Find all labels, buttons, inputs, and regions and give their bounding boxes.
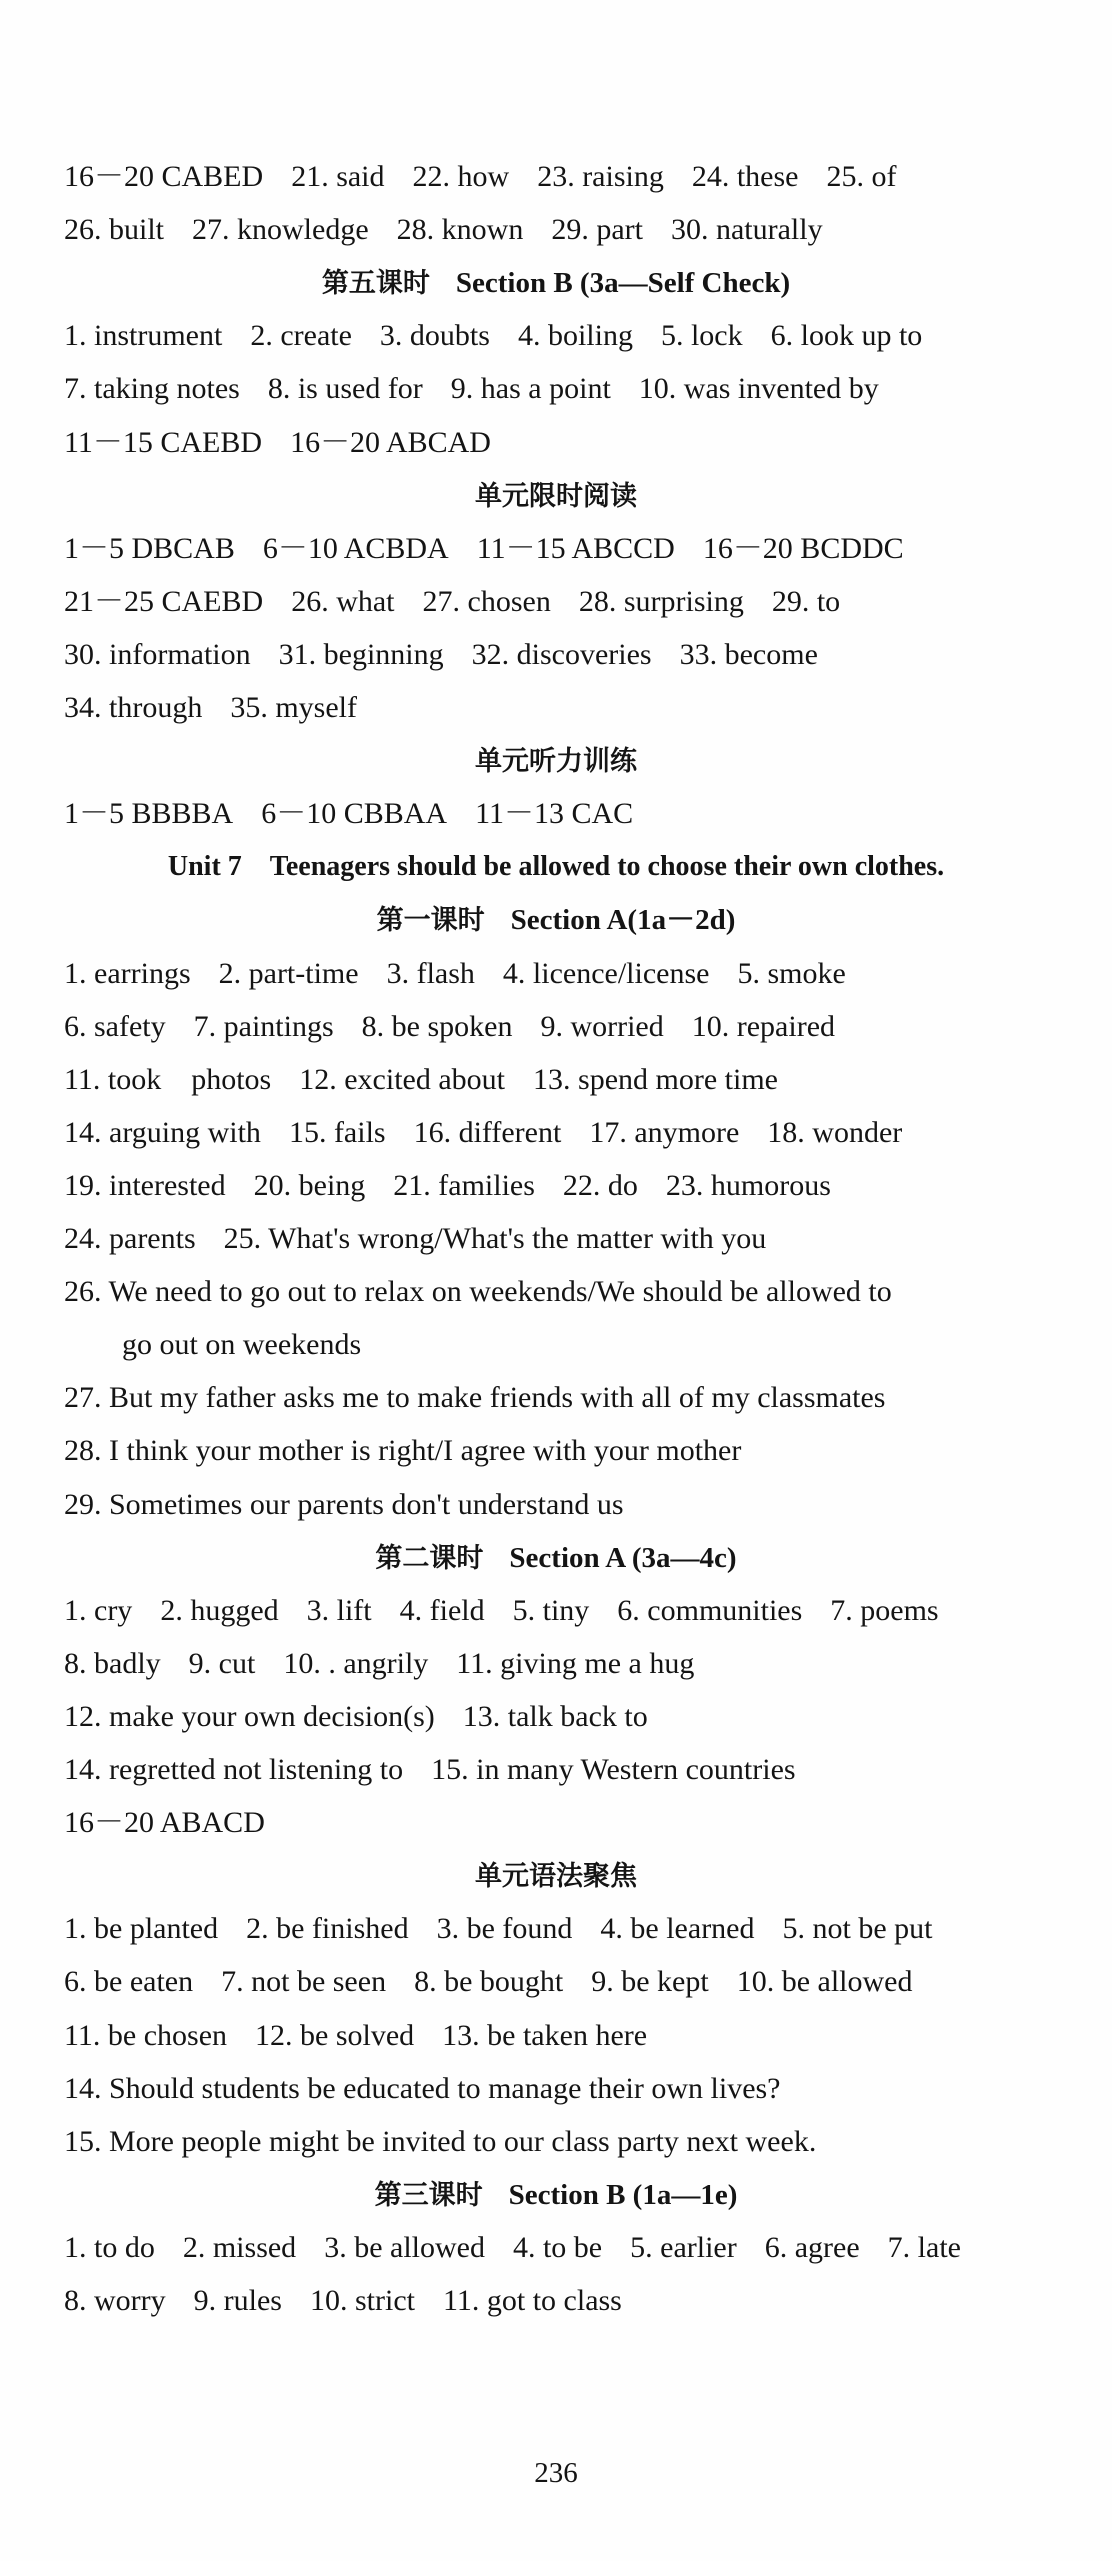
answer-item: 1. earrings bbox=[64, 956, 191, 990]
answer-line bbox=[64, 1584, 1072, 1638]
answer-item: 6. communities bbox=[617, 1593, 803, 1627]
answer-item: 2. be finished bbox=[246, 1912, 409, 1946]
answer-line bbox=[64, 1000, 1072, 1054]
answer-line bbox=[64, 1796, 1072, 1850]
answer-item: 3. be allowed bbox=[324, 2230, 485, 2264]
heading-section: Section A (3a—4c) bbox=[509, 1541, 737, 1574]
answer-item: 8. be bought bbox=[414, 1965, 564, 1999]
answer-item: 12. make your own decision(s) bbox=[64, 1699, 435, 1733]
answer-line bbox=[64, 1690, 1072, 1744]
answer-item: 9. worried bbox=[540, 1009, 664, 1043]
answer-item: 21. families bbox=[393, 1168, 535, 1202]
answer-item: 3. be found bbox=[436, 1912, 573, 1946]
answer-item: 25. What's wrong/What's the matter with you bbox=[223, 1222, 767, 1255]
answer-line bbox=[64, 2115, 1072, 2169]
answer-item: 31. beginning bbox=[278, 637, 444, 671]
answer-line bbox=[64, 2274, 1072, 2328]
answer-item: 5. not be put bbox=[782, 1912, 933, 1946]
answer-item: 2. create bbox=[250, 319, 352, 353]
heading-section: Section B (1a—1e) bbox=[508, 2178, 738, 2211]
answer-item: 24. parents bbox=[64, 1222, 196, 1255]
answer-line bbox=[64, 2009, 1072, 2063]
answer-item: 5. earlier bbox=[630, 2230, 737, 2264]
answer-item: 5. tiny bbox=[512, 1593, 590, 1627]
answer-item: 11－13 CAC bbox=[475, 797, 634, 831]
heading-section: Section B (3a—Self Check) bbox=[455, 267, 791, 300]
answer-item: 27. But my father asks me to make friends with all of my classmates bbox=[64, 1381, 886, 1415]
answer-item: 4. to be bbox=[512, 2230, 603, 2264]
answer-item: 16. different bbox=[413, 1115, 562, 1149]
answer-item: 1. instrument bbox=[64, 319, 223, 353]
answer-item: 3. doubts bbox=[379, 319, 490, 353]
answer-item: 29. Sometimes our parents don't understand us bbox=[64, 1487, 624, 1521]
answer-item: 13. be taken here bbox=[442, 2018, 648, 2052]
answer-line bbox=[64, 2221, 1072, 2275]
section-heading bbox=[0, 256, 1112, 310]
answer-item: 21. said bbox=[291, 160, 385, 193]
section-heading bbox=[0, 2168, 1112, 2222]
answer-item: 34. through bbox=[64, 691, 203, 724]
answer-item: 28. surprising bbox=[578, 584, 744, 618]
answer-item: 35. myself bbox=[230, 691, 357, 724]
answer-item: 25. of bbox=[826, 160, 897, 193]
heading-lesson: 第五课时 bbox=[321, 268, 430, 300]
answer-item: 7. paintings bbox=[193, 1009, 334, 1043]
answer-line bbox=[64, 787, 1072, 841]
answer-item: 11－15 ABCCD bbox=[476, 531, 675, 565]
answer-item: 12. be solved bbox=[255, 2018, 415, 2052]
answer-line bbox=[64, 1955, 1072, 2009]
section-heading bbox=[0, 469, 1112, 523]
answer-line bbox=[64, 1424, 1072, 1478]
answer-item: 1. to do bbox=[64, 2230, 155, 2264]
answer-item: 11－15 CAEBD bbox=[64, 425, 263, 459]
heading-lesson: 第一课时 bbox=[376, 905, 485, 937]
answer-item: 28. known bbox=[396, 213, 524, 247]
answer-item: 14. Should students be educated to manage their own lives? bbox=[64, 2071, 781, 2105]
answer-item: 26. We need to go out to relax on weekends/We should be allowed to bbox=[64, 1275, 892, 1309]
answer-item: 6－10 CBBAA bbox=[261, 797, 448, 831]
answer-item: 17. anymore bbox=[589, 1115, 740, 1149]
answer-item: 26. built bbox=[64, 213, 165, 247]
heading-lesson: 第三课时 bbox=[374, 2179, 483, 2211]
answer-item: 4. boiling bbox=[517, 319, 633, 353]
answer-item: 5. lock bbox=[660, 319, 743, 353]
section-heading bbox=[0, 893, 1112, 947]
answer-item: 23. humorous bbox=[665, 1168, 831, 1202]
answer-item: 2. missed bbox=[182, 2230, 297, 2264]
answer-item: 8. worry bbox=[64, 2284, 166, 2317]
answer-item: 22. how bbox=[412, 160, 510, 193]
answer-item: 23. raising bbox=[537, 160, 664, 193]
answer-line bbox=[64, 1265, 1072, 1319]
answer-line bbox=[122, 1318, 1072, 1372]
answer-item: 1. cry bbox=[64, 1593, 133, 1627]
answer-item: 26. what bbox=[291, 584, 395, 618]
answer-item: 19. interested bbox=[64, 1168, 226, 1202]
answer-item: 6. be eaten bbox=[64, 1965, 194, 1999]
answer-item: 7. late bbox=[887, 2230, 961, 2264]
answer-item: 1－5 BBBBA bbox=[64, 797, 234, 831]
answer-item: 9. cut bbox=[188, 1646, 256, 1680]
answer-item: 10. repaired bbox=[691, 1009, 836, 1043]
answer-line bbox=[64, 628, 1072, 682]
answer-item: 13. talk back to bbox=[462, 1699, 648, 1733]
answer-item: 5. smoke bbox=[737, 956, 846, 990]
answer-item: 6－10 ACBDA bbox=[262, 531, 449, 565]
answer-item: 27. chosen bbox=[422, 584, 551, 618]
answer-item: 18. wonder bbox=[767, 1115, 903, 1149]
answer-item: 21－25 CAEBD bbox=[64, 584, 264, 618]
answer-item: 6. agree bbox=[764, 2230, 860, 2264]
answer-item: 16－20 CABED bbox=[64, 160, 264, 193]
answer-line bbox=[64, 2062, 1072, 2116]
answer-item: 7. not be seen bbox=[221, 1965, 387, 1999]
answer-item: 27. knowledge bbox=[192, 213, 369, 247]
answer-item: 1－5 DBCAB bbox=[64, 531, 235, 565]
answer-item: 30. naturally bbox=[670, 213, 823, 247]
answer-item: 11. be chosen bbox=[64, 2018, 228, 2052]
answer-item: 22. do bbox=[562, 1168, 638, 1202]
answer-item: 1. be planted bbox=[64, 1912, 219, 1946]
answer-item: 15. More people might be invited to our class party next week. bbox=[64, 2124, 817, 2158]
answer-item: 6. look up to bbox=[770, 319, 923, 353]
answer-item: 3. flash bbox=[386, 956, 475, 990]
answer-item: 4. field bbox=[399, 1593, 485, 1627]
answer-item: 33. become bbox=[679, 637, 818, 671]
answer-item: 4. licence/license bbox=[502, 956, 710, 990]
answer-item: 2. hugged bbox=[160, 1593, 279, 1627]
answer-item: 10. strict bbox=[309, 2284, 415, 2317]
section-heading bbox=[0, 734, 1112, 788]
answer-line bbox=[64, 1371, 1072, 1425]
answer-line bbox=[64, 150, 1072, 204]
answer-item: 8. is used for bbox=[267, 372, 423, 406]
answer-item: 6. safety bbox=[64, 1009, 166, 1043]
heading-lesson: 单元听力训练 bbox=[475, 746, 637, 778]
heading-section: Section A(1a－2d) bbox=[510, 904, 736, 937]
answer-line bbox=[64, 416, 1072, 470]
answer-item: 15. in many Western countries bbox=[431, 1753, 796, 1786]
answer-item: 10. . angrily bbox=[283, 1646, 429, 1680]
answer-item: 3. lift bbox=[306, 1593, 372, 1627]
heading-lesson: 第二课时 bbox=[375, 1542, 484, 1574]
heading-lesson: 单元限时阅读 bbox=[475, 480, 637, 512]
answer-line bbox=[64, 1159, 1072, 1213]
answer-item: 8. badly bbox=[64, 1646, 161, 1680]
answer-item: 14. regretted not listening to bbox=[64, 1753, 404, 1786]
answer-line bbox=[64, 1478, 1072, 1532]
answer-item: 32. discoveries bbox=[471, 637, 652, 671]
answer-line bbox=[64, 1902, 1072, 1956]
answer-item: 15. fails bbox=[288, 1115, 386, 1149]
answer-item: 10. was invented by bbox=[638, 372, 879, 406]
answer-item: 29. part bbox=[551, 213, 643, 247]
answer-item: go out on weekends bbox=[122, 1328, 362, 1362]
answer-item: 12. excited about bbox=[299, 1062, 506, 1096]
answer-item: 28. I think your mother is right/I agree with your mother bbox=[64, 1434, 742, 1468]
page-number: 236 bbox=[534, 2457, 578, 2489]
unit-title: Unit 7 Teenagers should be allowed to choose their own clothes. bbox=[167, 851, 945, 883]
answer-line bbox=[64, 362, 1072, 416]
answer-line bbox=[64, 575, 1072, 629]
answer-item: 7. taking notes bbox=[64, 372, 240, 406]
answer-line bbox=[64, 522, 1072, 576]
answer-item: 13. spend more time bbox=[533, 1062, 778, 1096]
answer-line bbox=[64, 1053, 1072, 1107]
answer-item: 11. took photos bbox=[64, 1062, 272, 1096]
answer-item: 14. arguing with bbox=[64, 1115, 261, 1149]
answer-item: 16－20 ABCAD bbox=[290, 425, 491, 459]
section-heading bbox=[0, 1531, 1112, 1585]
answer-item: 29. to bbox=[771, 584, 841, 618]
answer-item: 7. poems bbox=[830, 1593, 939, 1627]
answer-item: 11. got to class bbox=[442, 2284, 622, 2317]
answer-item: 30. information bbox=[64, 637, 251, 671]
answer-line bbox=[64, 681, 1072, 735]
section-heading bbox=[0, 1849, 1112, 1903]
answer-item: 2. part-time bbox=[218, 956, 359, 990]
answer-item: 9. be kept bbox=[591, 1965, 709, 1999]
heading-lesson: 单元语法聚焦 bbox=[475, 1861, 637, 1893]
answer-item: 11. giving me a hug bbox=[456, 1646, 695, 1680]
answer-line bbox=[64, 1106, 1072, 1160]
answer-item: 16－20 ABACD bbox=[64, 1806, 265, 1840]
answer-item: 8. be spoken bbox=[361, 1009, 513, 1043]
answer-item: 20. being bbox=[253, 1168, 366, 1202]
answer-item: 16－20 BCDDC bbox=[702, 531, 904, 565]
answer-line bbox=[64, 1743, 1072, 1797]
answer-line bbox=[64, 1212, 1072, 1266]
answer-item: 4. be learned bbox=[600, 1912, 755, 1946]
answer-item: 10. be allowed bbox=[736, 1965, 913, 1999]
answer-item: 9. has a point bbox=[450, 372, 611, 406]
answer-line bbox=[64, 947, 1072, 1001]
answer-line bbox=[64, 309, 1072, 363]
answer-line bbox=[64, 1637, 1072, 1691]
answer-item: 24. these bbox=[691, 160, 799, 193]
answer-line bbox=[64, 203, 1072, 257]
answer-item: 9. rules bbox=[193, 2284, 282, 2317]
